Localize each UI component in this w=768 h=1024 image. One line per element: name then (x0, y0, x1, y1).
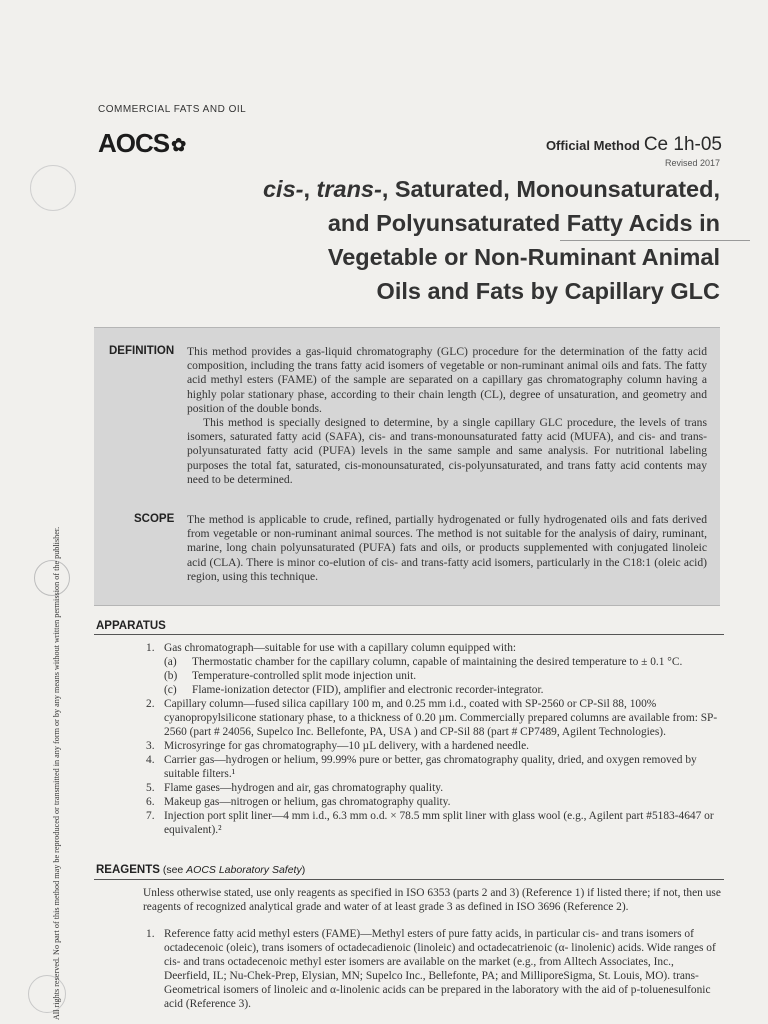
apparatus-item: 3. Microsyringe for gas chromatography—10 µL delivery, with a hardened needle. (146, 740, 530, 752)
definition-scope-box (94, 327, 720, 606)
apparatus-list (146, 641, 722, 837)
reagents-heading: REAGENTS (see AOCS Laboratory Safety) (96, 864, 306, 876)
definition-paragraph-2: This method is specially designed to determine, by a single capillary GLC procedure, the levels of trans isomers, saturated fatty acid (SAFA), cis- and trans-monounsaturated fatty acid (MUFA), and cis- and trans-polyunsaturated fatty acid (PUFA) levels in the same sample and same analysis. For nutritional labeling purposes the total fat, saturated, cis-monounsaturated, cis-polyunsaturated, and trans fatty acid contents may need to be determined. (187, 416, 707, 486)
apparatus-heading: APPARATUS (96, 620, 166, 632)
apparatus-item: 1. Gas chromatograph—suitable for use with a capillary column equipped with: (146, 642, 517, 654)
apparatus-item: 5. Flame gases—hydrogen and air, gas chromatography quality. (146, 782, 444, 794)
apparatus-item: 4. Carrier gas—hydrogen or helium, 99.99% pure or better, gas chromatography quality, dried, and oxygen removed by suitable filters.¹ (146, 754, 697, 780)
logo-flower-icon: ✿ (171, 134, 186, 155)
safety-reference: AOCS Laboratory Safety (186, 864, 302, 876)
title-line-4: Oils and Fats by Capillary GLC (376, 278, 720, 304)
apparatus-subitem: (b) Temperature-controlled split mode injection unit. (164, 670, 417, 682)
definition-label: DEFINITION (109, 345, 175, 357)
definition-text (187, 345, 707, 487)
apparatus-item: 6. Makeup gas—nitrogen or helium, gas chromatography quality. (146, 796, 451, 808)
apparatus-rule (94, 634, 724, 635)
apparatus-item: 2. Capillary column—fused silica capillary 100 m, and 0.25 mm i.d., coated with SP-2560 or CP-Sil 88, 100% cyanopropylsilicone stationary phase, to a thickness of 0.20 µm. Commercially prepared columns are available from: SP-2560 (part # 24056, Supelco Inc. Bellefonte, PA, USA ) and CP-Sil 88 (part # CP7489, Agilent Technologies). (146, 698, 718, 738)
method-label: Official Method (545, 138, 640, 153)
reagent-item: 1. Reference fatty acid methyl esters (FAME)—Methyl esters of pure fatty acids, in particular cis- and trans isomers of octadecenoic (oleic), trans isomers of octadecadienoic (linoleic) and octadecatrienoic (α- linolenic) acids. Wide ranges of cis- and trans octadecenoic methyl ester isomers are available on the market (e.g., from Alltech Associates, Inc., Deerfield, IL; Nu-Chek-Prep, Elysian, MN; Supelco Inc., Bellefonte, PA; and MilliporeSigma, St. Louis, MO). trans-Geometrical isomers of linoleic and α-linolenic acids can be prepared in the laboratory with the aid of p-toluenesulfonic acid (Reference 3). (146, 928, 716, 1010)
title-line-3: Vegetable or Non-Ruminant Animal (327, 244, 720, 270)
definition-paragraph-1: This method provides a gas-liquid chromatography (GLC) procedure for the determination of the fatty acid composition, including the trans fatty acid isomers of vegetable or non-ruminant animal oils and fats. The fatty acid methyl esters (FAME) of the sample are separated on a capillary gas chromatography column having a highly polar stationary phase, according to their chain length (CL), degree of unsaturation, and geometry and position of the double bonds. (187, 345, 707, 415)
copyright-notice: All rights reserved. No part of this method may be reproduced or transmitted in any form or by any means without written permission of the publisher. (52, 526, 61, 1020)
apparatus-item: 7. Injection port split liner—4 mm i.d., 6.3 mm o.d. × 78.5 mm split liner with glass wool (e.g., Agilent part #5183-4647 or equivalent).² (146, 810, 714, 836)
reagents-rule (94, 879, 724, 880)
method-code: Ce 1h-05 (643, 134, 722, 155)
aocs-logo (98, 128, 185, 159)
title-line-2: and Polyunsaturated Fatty Acids in (327, 210, 720, 236)
apparatus-subitem: (c) Flame-ionization detector (FID), amplifier and electronic recorder-integrator. (164, 684, 544, 696)
method-designation (546, 134, 722, 156)
section-label: COMMERCIAL FATS AND OIL (98, 104, 247, 115)
reagents-list (146, 927, 722, 1011)
revised-date: Revised 2017 (664, 158, 720, 168)
logo-text: AOCS (98, 128, 170, 158)
reagents-intro: Unless otherwise stated, use only reagents as specified in ISO 6353 (parts 2 and 3) (Reference 1) if listed there; if not, then use reagents of recognized analytical grade and water of at least grade 3 as defined in ISO 3696 (Reference 2). (143, 887, 721, 913)
title-line-1: cis-, trans-, Saturated, Monounsaturated, (262, 176, 720, 202)
punch-hole-top (30, 165, 76, 211)
title-rule (560, 240, 750, 241)
apparatus-subitem: (a) Thermostatic chamber for the capillary column, capable of maintaining the desired temperature to ± 0.1 °C. (164, 656, 683, 668)
scope-text: The method is applicable to crude, refined, partially hydrogenated or fully hydrogenated oils and fats derived from vegetable or non-ruminant animal sources. The method is not suitable for the analysis of dairy, ruminant, marine, long chain polyunsaturated (PUFA) fats and oils, or products supplemented with conjugated linoleic acid (CLA). There is minor co-elution of cis- and trans-fatty acid isomers, particularly in the C18:1 (oleic acid) region, using this technique. (187, 513, 707, 583)
scope-label: SCOPE (134, 513, 175, 525)
